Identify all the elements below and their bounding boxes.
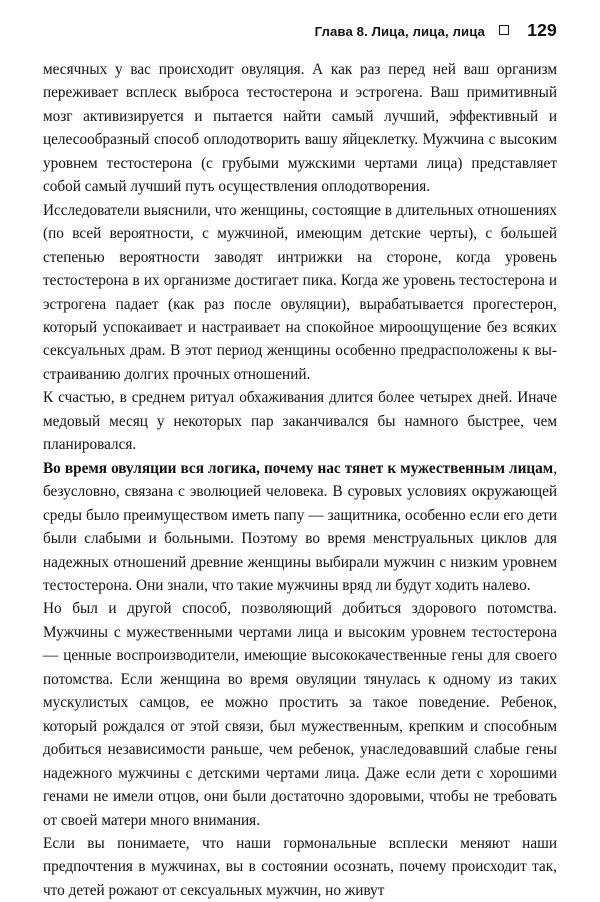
bold-lead-run: Во время овуляции вся логика, почему нас тянет к мужественным лицам — [43, 459, 554, 477]
text-run: месячных у вас происходит овуляция. А как раз перед ней ваш организм переживает всплеск выброса тестостерона и эстрогена. Ваш примитивный мозг активизируется и пытается найти самый лучший, эффективный и целесообразный способ оплодотворить вашу яйцеклетку. Мужчина с высоким уровнем тестостерона (с грубыми мужскими чертами лица) представляет собой самый лучший путь осуществления оплодотворения. — [43, 61, 557, 196]
text-run: , безусловно, связана с эволюцией человека. В суровых условиях окружающей среды было преимуществом иметь папу — защитника, особенно если его дети были слабыми и больными. Поэтому во время менструальных циклов для надежных отношений древние женщины выбирали мужчин с низким уровнем тестостерона. Они знали, что такие мужчины вряд ли будут ходить налево. — [43, 459, 557, 594]
text-run: К счастью, в среднем ритуал обхаживания длится более четырех дней. Иначе медовый месяц у некоторых пар заканчивался бы намного быстрее, чем планировался. — [43, 389, 557, 454]
paragraph — [43, 58, 557, 199]
text-run: Но был и другой способ, позволяющий добиться здорового потомства. Мужчины с мужественными чертами лица и высоким уровнем тестостерона — ценные воспроизводители, имеющие высококачественные гены для своего потомства. Если женщина во время овуляции тянулась к одному из таких мускулистых самцов, ее можно простить за такое поведение. Ребенок, который рождался от этой связи, был мужественным, крепким и способным добиться независимости раньше, чем ребенок, унаследовавший слабые гены надежного мужчины с детскими чертами лица. Даже если дети с хорошими генами не имели отцов, они были достаточно здоровыми, чтобы не требовать от своей матери много внимания. — [43, 600, 557, 829]
running-head — [43, 20, 557, 46]
paragraph — [43, 832, 557, 902]
paragraph — [43, 597, 557, 832]
paragraph — [43, 199, 557, 387]
square-outline-icon — [499, 25, 509, 37]
text-run: Если вы понимаете, что наши гормональные всплески меняют наши предпочтения в мужчинах, вы в состоянии осознать, почему происходит так, что детей рожают от сексуальных мужчин, но живут — [43, 834, 557, 899]
page-number: 129 — [527, 20, 557, 40]
body-text-block — [43, 58, 557, 902]
paragraph — [43, 386, 557, 456]
running-head-chapter-title: Глава 8. Лица, лица, лица — [314, 24, 485, 39]
text-run: Исследователи выяснили, что женщины, состоящие в длительных отношениях (по всей вероятности, с мужчиной, имеющим детские черты), с большей степенью вероятности заводят интрижки на стороне, когда уровень тестостерона в их организме достигает пика. Когда же уровень тестостерона и эстрогена падает (как раз после овуляции), вырабатывается прогестерон, который успокаивает и настраивает на спокойное мироощущение без всяких сексуальных драм. В этот период женщины особенно предрасположены к выстраиванию долгих прочных отношений. — [43, 201, 557, 383]
paragraph-with-bold-lead — [43, 457, 557, 598]
